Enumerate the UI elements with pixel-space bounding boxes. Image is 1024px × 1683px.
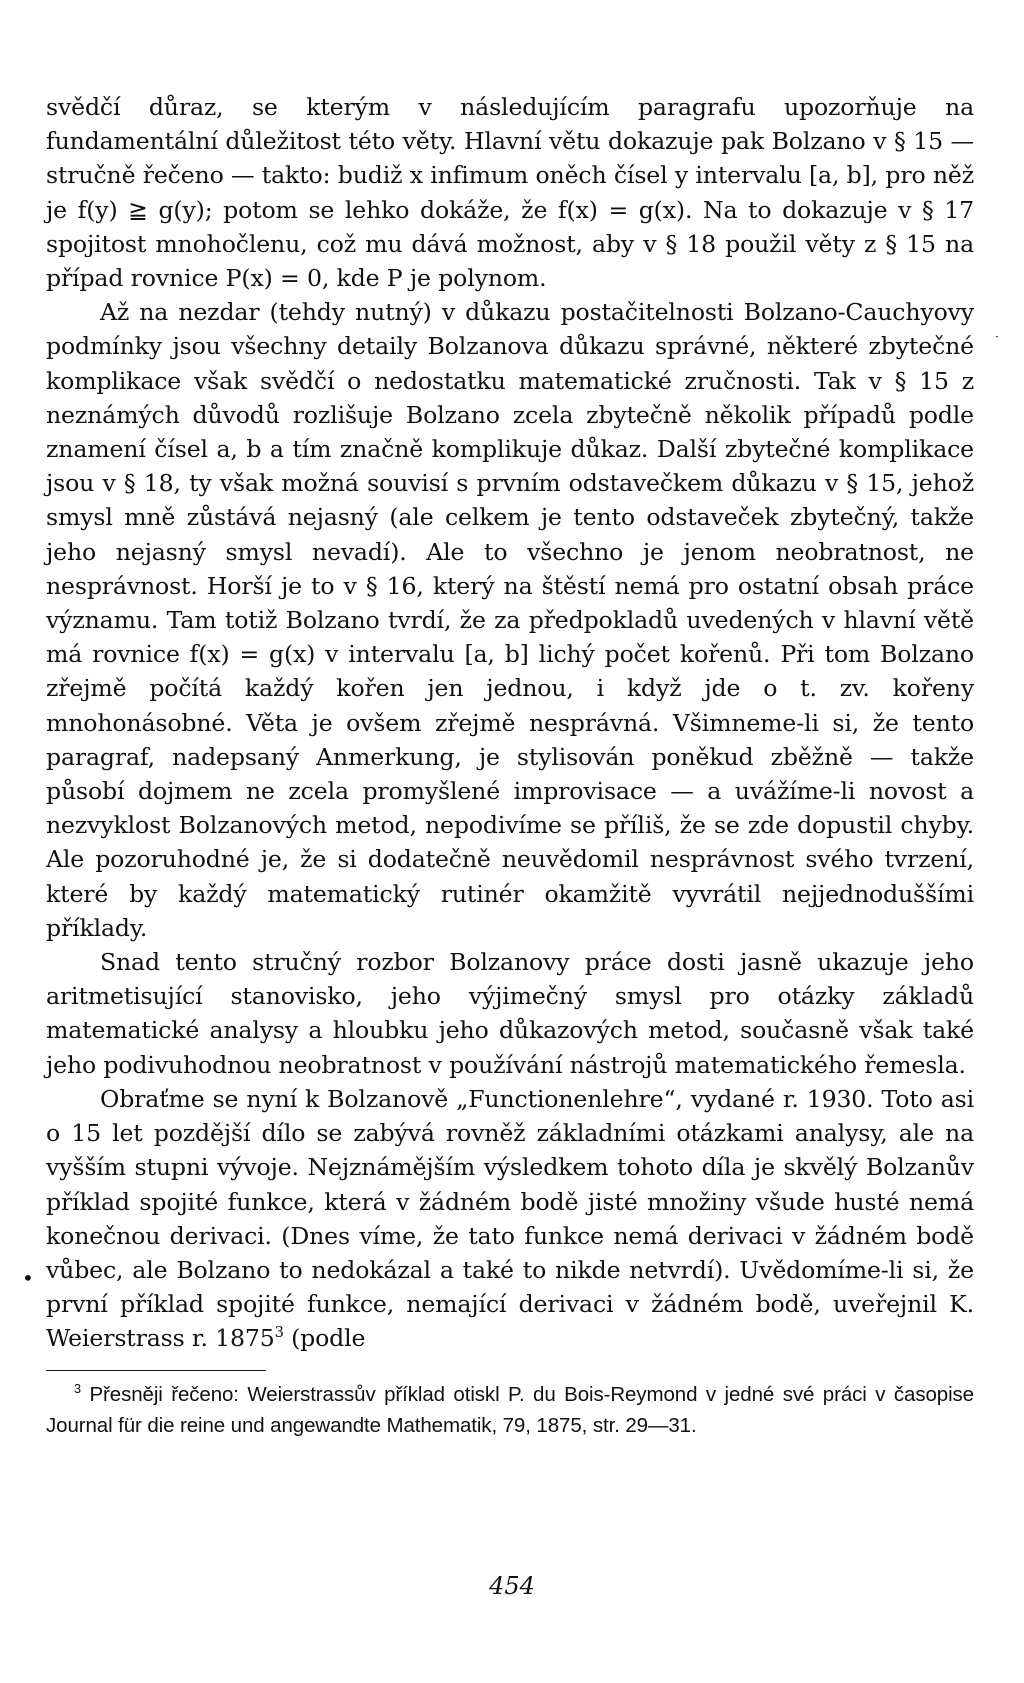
- footnote-marker: 3: [74, 1380, 81, 1396]
- footnote-reference: 3: [274, 1324, 284, 1342]
- margin-dot: ·: [995, 330, 999, 344]
- paragraph-1: svědčí důraz, se kterým v následujícím paragrafu upozorňuje na fundamentální důležitost této věty. Hlavní větu dokazuje pak Bolzano v § 15 — stručně řečeno — takto: budiž x infimum oněch čísel y intervalu [a, b], pro něž je f(y) ≧ g(y); potom se lehko dokáže, že f(x) = g(x). Na to dokazuje v § 17 spojitost mnohočlenu, což mu dává možnost, aby v § 18 použil věty z § 15 na případ rovnice P(x) = 0, kde P je polynom.: [46, 93, 974, 293]
- footnote: [46, 1379, 974, 1441]
- paragraph-3: Snad tento stručný rozbor Bolzanovy práce dosti jasně ukazuje jeho aritmetisující stanovisko, jeho výjimečný smysl pro otázky základů matematické analysy a hloubku jeho důkazových metod, současně však také jeho podivuhodnou neobratnost v používání nástrojů matematického řemesla.: [46, 948, 974, 1079]
- footnote-text: Přesněji řečeno: Weierstrassův příklad otiskl P. du Bois-Reymond v jedné své práci v časopise Journal für die reine und angewandte Mathematik, 79, 1875, str. 29—31.: [46, 1382, 974, 1437]
- margin-bullet-mark: •: [22, 1266, 34, 1290]
- page-body: [46, 90, 974, 1441]
- paragraph-4: [46, 1082, 974, 1356]
- paragraph-4-text: Obraťme se nyní k Bolzanově „Functionenlehre“, vydané r. 1930. Toto asi o 15 let pozdější dílo se zabývá rovněž základními otázkami analysy, ale na vyšším stupni vývoje. Nejznámějším výsledkem tohoto díla je skvělý Bolzanův příklad spojité funkce, která v žádném bodě jisté množiny všude husté nemá konečnou derivaci. (Dnes víme, že tato funkce nemá derivaci v žádném bodě vůbec, ale Bolzano to nedokázal a také to nikde netvrdí). Uvědomíme-li si, že první příklad spojité funkce, nemající derivaci v žádném bodě, uveřejnil K. Weierstrass r. 1875: [46, 1084, 974, 1353]
- page-number: 454: [489, 1572, 535, 1600]
- footnote-divider: [46, 1370, 266, 1371]
- paragraph-4-tail: (podle: [283, 1324, 366, 1353]
- paragraph-2: Až na nezdar (tehdy nutný) v důkazu postačitelnosti Bolzano-Cauchyovy podmínky jsou všechny detaily Bolzanova důkazu správné, některé zbytečné komplikace však svědčí o nedostatku matematické zručnosti. Tak v § 15 z neznámých důvodů rozlišuje Bolzano zcela zbytečně několik případů podle znamení čísel a, b a tím značně komplikuje důkaz. Další zbytečné komplikace jsou v § 18, ty však možná souvisí s prvním odstavečkem důkazu v § 15, jehož smysl mně zůstává nejasný (ale celkem je tento odstaveček zbytečný, takže jeho nejasný smysl nevadí). Ale to všechno je jenom neobratnost, ne nesprávnost. Horší je to v § 16, který na štěstí nemá pro ostatní obsah práce významu. Tam totiž Bolzano tvrdí, že za předpokladů uvedených v hlavní větě má rovnice f(x) = g(x) v intervalu [a, b] lichý počet kořenů. Při tom Bolzano zřejmě počítá každý kořen jen jednou, i když jde o t. zv. kořeny mnohonásobné. Věta je ovšem zřejmě nesprávná. Všimneme-li si, že tento paragraf, nadepsaný Anmerkung, je stylisován poněkud zběžně — takže působí dojmem ne zcela promyšlené improvisace — a uvážíme-li novost a nezvyklost Bolzanových metod, nepodivíme se příliš, že se zde dopustil chyby. Ale pozoruhodné je, že si dodatečně neuvědomil nesprávnost svého tvrzení, které by každý matematický rutinér okamžitě vyvrátil nejjednoduššími příklady.: [46, 298, 974, 942]
